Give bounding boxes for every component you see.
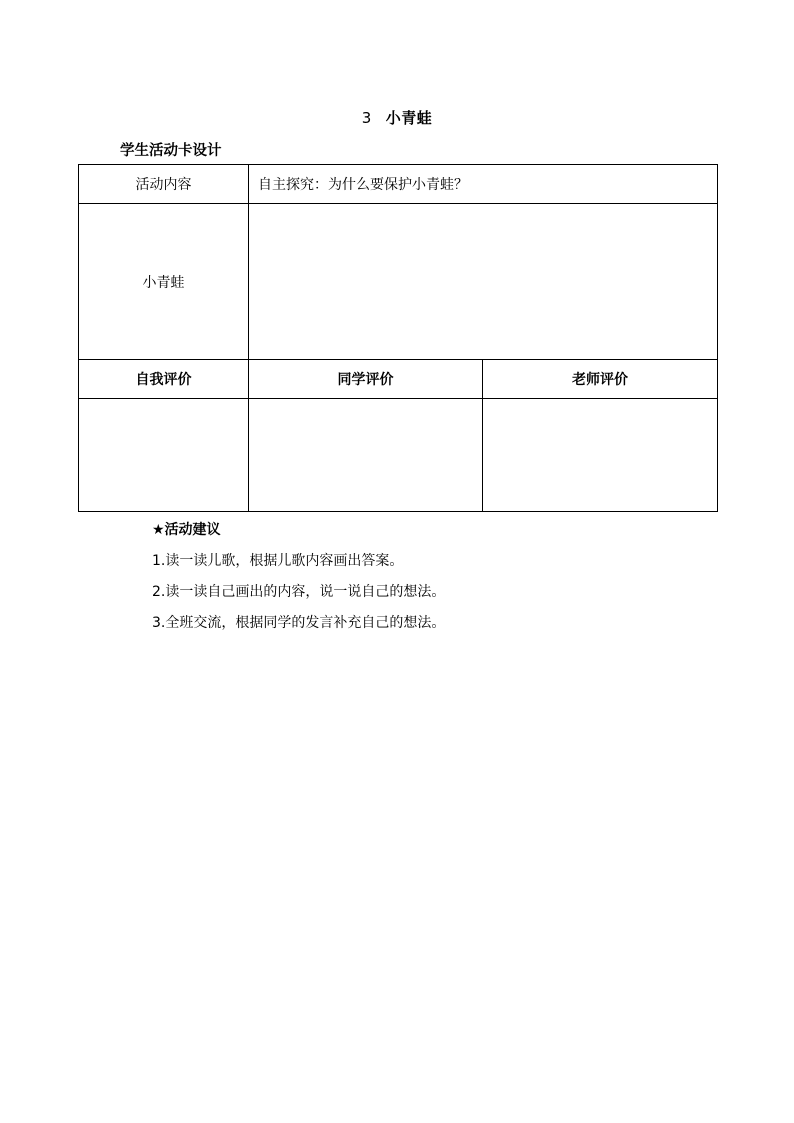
teacher-evaluation-header: 老师评价 — [483, 360, 718, 399]
lesson-number: 3 — [361, 109, 372, 127]
activity-content-row — [79, 165, 718, 204]
drawing-label: 小青蛙 — [79, 204, 249, 360]
activity-suggestions — [152, 519, 445, 634]
suggestion-item-2: 2.读一读自己画出的内容，说一说自己的想法。 — [152, 584, 446, 600]
activity-card-table — [78, 164, 718, 512]
evaluation-header-row — [79, 360, 718, 399]
lesson-title — [0, 107, 794, 128]
suggestion-item-1: 1.读一读儿歌，根据儿歌内容画出答案。 — [152, 553, 404, 569]
peer-evaluation-cell[interactable] — [249, 399, 483, 512]
suggestion-item-3: 3.全班交流，根据同学的发言补充自己的想法。 — [152, 615, 446, 631]
activity-content-text: 自主探究：为什么要保护小青蛙？ — [249, 165, 718, 204]
suggestions-heading: ★活动建议 — [152, 522, 221, 538]
card-subtitle: 学生活动卡设计 — [120, 143, 222, 159]
peer-evaluation-header: 同学评价 — [249, 360, 483, 399]
teacher-evaluation-cell[interactable] — [483, 399, 718, 512]
drawing-area[interactable] — [249, 204, 718, 360]
self-evaluation-cell[interactable] — [79, 399, 249, 512]
evaluation-value-row — [79, 399, 718, 512]
self-evaluation-header: 自我评价 — [79, 360, 249, 399]
drawing-row — [79, 204, 718, 360]
activity-content-label: 活动内容 — [79, 165, 249, 204]
lesson-title-text: 小青蛙 — [385, 109, 433, 127]
